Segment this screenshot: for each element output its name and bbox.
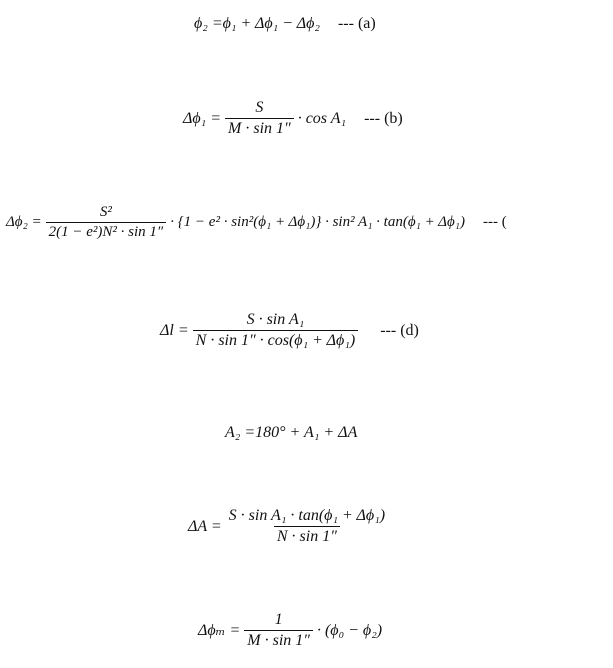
equation-d — [160, 312, 419, 349]
equation-b-fraction — [225, 100, 294, 137]
equation-c-fraction — [46, 205, 167, 240]
equation-c-numerator: S² — [99, 204, 112, 220]
equation-g-denominator: M · sin 1″ — [244, 630, 313, 649]
equation-b — [183, 100, 403, 137]
equation-b-denominator: M · sin 1″ — [225, 118, 294, 137]
equation-e — [225, 425, 357, 441]
equation-d-lhs: Δl = — [160, 321, 189, 339]
equation-b-lhs: Δϕ₁ = — [183, 109, 222, 127]
equation-f-fraction — [226, 508, 388, 545]
equation-f-numerator: S · sin A₁ · tan(ϕ₁ + Δϕ₁) — [228, 507, 386, 524]
equation-a — [194, 16, 376, 32]
equation-g-lhs: Δϕₘ = — [198, 621, 241, 639]
equation-c-denominator: 2(1 − e²)N² · sin 1″ — [46, 222, 167, 240]
equation-f-denominator: N · sin 1″ — [274, 526, 340, 545]
equation-e-rhs: 180° + A₁ + ΔA — [255, 424, 358, 441]
equation-d-denominator: N · sin 1″ · cos(ϕ₁ + Δϕ₁) — [193, 330, 359, 349]
equation-c — [6, 205, 507, 240]
equation-e-lhs: A₂ = — [225, 424, 256, 441]
equation-b-numerator: S — [255, 99, 264, 116]
equation-a-lhs: ϕ₂ = — [194, 15, 223, 32]
equation-g — [198, 612, 382, 649]
equation-b-rhs: · cos A₁ — [297, 109, 347, 127]
equation-f — [188, 508, 392, 545]
equation-a-rhs: ϕ₁ + Δϕ₁ − Δϕ₂ — [222, 15, 320, 32]
equation-d-fraction — [193, 312, 359, 349]
equation-c-rhs: · {1 − e² · sin²(ϕ₁ + Δϕ₁)} · sin² A₁ · tan(ϕ₁ + Δϕ₁) — [170, 214, 465, 230]
equation-d-numerator: S · sin A₁ — [246, 311, 305, 328]
equation-b-label: --- (b) — [364, 109, 403, 127]
equation-c-label: --- ( — [482, 214, 507, 230]
equation-g-fraction — [244, 612, 313, 649]
equation-d-label: --- (d) — [380, 321, 419, 339]
equation-g-rhs: · (ϕ₀ − ϕ₂) — [316, 621, 383, 639]
equation-c-lhs: Δϕ₂ = — [6, 214, 42, 230]
equation-f-lhs: ΔA = — [188, 517, 222, 535]
equation-a-label: --- (a) — [337, 15, 376, 32]
equation-g-numerator: 1 — [274, 611, 283, 628]
